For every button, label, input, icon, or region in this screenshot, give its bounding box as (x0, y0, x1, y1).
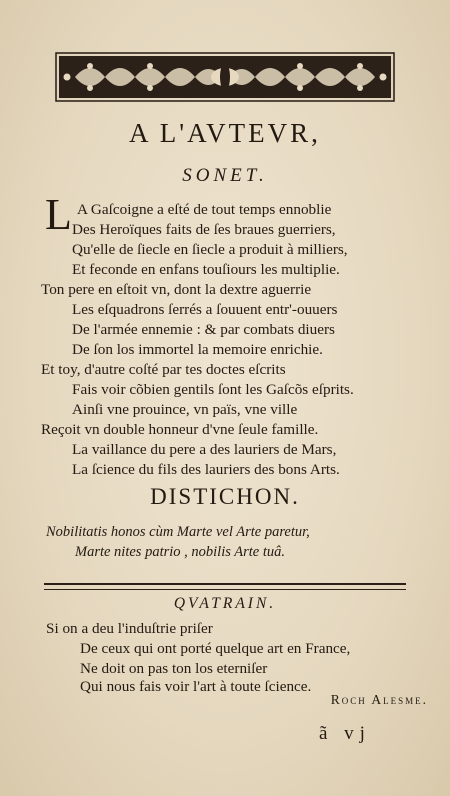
author-signature: Roch Alesme. (330, 692, 428, 707)
distichon-heading: DISTICHON. (150, 484, 300, 509)
sonnet-line: De l'armée ennemie : & par combats diuers (72, 321, 335, 338)
signature-mark: ã vj (319, 723, 371, 744)
sonnet-line: Des Heroïques faits de ſes braues guerriers, (72, 221, 336, 238)
sonnet-line: Et feconde en enfans touſiours les multiplie. (72, 261, 340, 278)
sonnet-line: Et toy, d'autre coſté par tes doctes eſcrits (41, 361, 286, 378)
quatrain-line: Qui nous fais voir l'art à toute ſcience. (80, 678, 312, 695)
sonnet-line: Ton pere en eſtoit vn, dont la dextre aguerrie (41, 281, 312, 298)
sonnet-line: Les eſquadrons ſerrés a ſouuent entr'-ouuers (72, 301, 338, 318)
sonnet-line: Fais voir cõbien gentils ſont les Gaſcõs eſprits. (72, 381, 354, 398)
sonnet-line: Ainſi vne prouince, vn païs, vne ville (72, 401, 298, 418)
sonnet-line: Reçoit vn double honneur d'vne ſeule famille. (41, 421, 319, 438)
quatrain-line: Si on a deu l'induſtrie priſer (46, 620, 213, 637)
sonnet-line: A Gaſcoigne a eſté de tout temps ennoblie (77, 201, 332, 218)
section-divider-rule (44, 583, 406, 590)
distichon-line: Nobilitatis honos cùm Marte vel Arte paretur, (46, 524, 310, 540)
decorative-headpiece-ornament (55, 52, 395, 102)
quatrain-line: Ne doit on pas ton los eterniſer (80, 660, 268, 677)
sonnet-line: La vaillance du pere a des lauriers de Mars, (72, 441, 337, 458)
distichon-line: Marte nites patrio , nobilis Arte tuâ. (75, 544, 285, 560)
quatrain-line: De ceux qui ont porté quelque art en France, (80, 640, 351, 657)
sonnet-line: De ſon los immortel la memoire enrichie. (72, 341, 323, 358)
poem-subtitle: SONET. (182, 165, 268, 186)
page-title: A L'AVTEVR, (129, 118, 321, 148)
sonnet-line: Qu'elle de ſiecle en ſiecle a produit à milliers, (72, 241, 348, 258)
sonnet-line: La ſcience du fils des lauriers des bons Arts. (72, 461, 340, 478)
quatrain-heading: QVATRAIN. (173, 595, 277, 612)
drop-cap: L (45, 190, 72, 239)
